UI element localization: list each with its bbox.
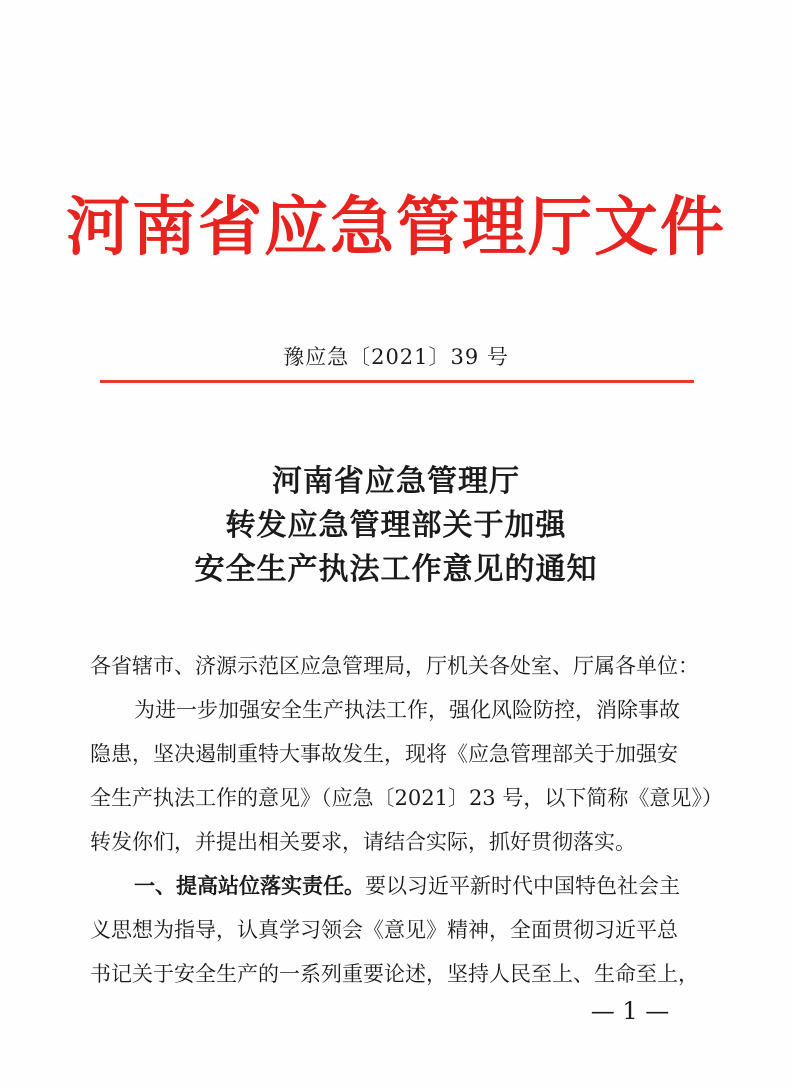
- para1-line-3: 全生产执法工作的意见》（应急〔2021〕23 号，以下简称《意见》）: [90, 786, 723, 810]
- recipients-line: 各省辖市、济源示范区应急管理局，厅机关各处室、厅属各单位：: [90, 654, 699, 678]
- para2-line-3: 书记关于安全生产的一系列重要论述，坚持人民至上、生命至上，: [90, 962, 699, 986]
- para1-line-2: 隐患，坚决遏制重特大事故发生，现将《应急管理部关于加强安: [90, 742, 678, 766]
- masthead-title: 河南省应急管理厅文件: [66, 190, 726, 265]
- title-line-2: 转发应急管理部关于加强: [225, 508, 567, 543]
- page-number: — 1 —: [590, 997, 670, 1025]
- title-line-1: 河南省应急管理厅: [272, 464, 520, 499]
- para2-line-1: [90, 864, 690, 908]
- title-line-3: 安全生产执法工作意见的通知: [194, 552, 598, 587]
- document-number: 豫应急〔2021〕39 号: [283, 345, 509, 369]
- notice-title: [0, 460, 792, 592]
- red-separator-rule: [100, 380, 694, 383]
- document-body: [90, 644, 723, 996]
- para2-heading: 一、提高站位落实责任。: [134, 873, 365, 898]
- para2-line-1-text: 要以习近平新时代中国特色社会主: [365, 874, 680, 898]
- para1-line-4: 转发你们，并提出相关要求，请结合实际，抓好贯彻落实。: [90, 830, 636, 854]
- para2-line-2: 义思想为指导，认真学习领会《意见》精神，全面贯彻习近平总: [90, 918, 678, 942]
- para1-line-1: 为进一步加强安全生产执法工作，强化风险防控，消除事故: [134, 698, 680, 722]
